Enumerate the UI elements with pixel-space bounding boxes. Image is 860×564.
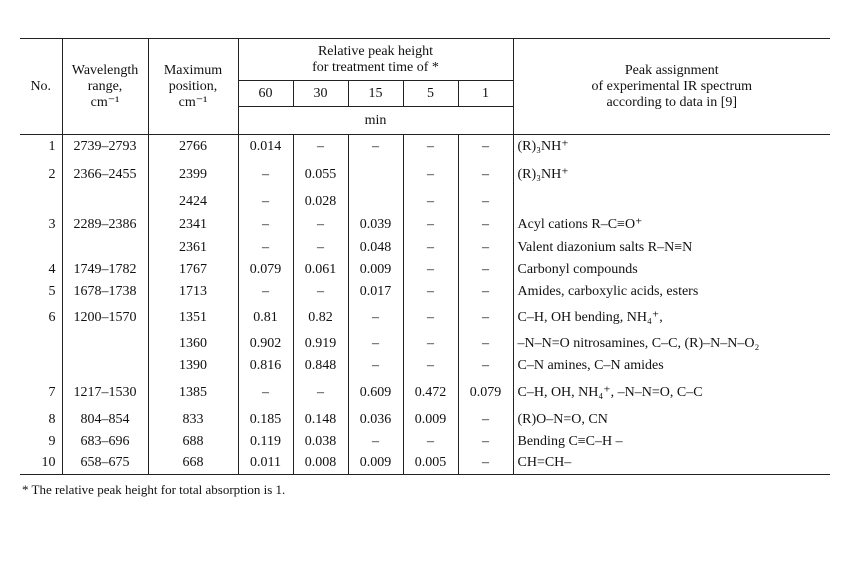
row-maximum-position: 1351 bbox=[148, 303, 238, 333]
row-value-15: 0.609 bbox=[348, 377, 403, 409]
row-value-1: – bbox=[458, 191, 513, 213]
row-maximum-position: 2766 bbox=[148, 135, 238, 159]
header-time-5: 5 bbox=[403, 81, 458, 107]
row-peak-assignment: Amides, carboxylic acids, esters bbox=[517, 283, 699, 299]
row-value-15: – bbox=[348, 303, 403, 333]
row-wavelength-range: 658–675 bbox=[62, 453, 148, 475]
row-peak-assignment: Bending C≡C–H – bbox=[517, 433, 623, 449]
row-value-5: – bbox=[403, 135, 458, 159]
table-row bbox=[20, 355, 830, 377]
row-value-30: 0.148 bbox=[293, 409, 348, 431]
row-value-30: – bbox=[293, 213, 348, 237]
row-value-1: – bbox=[458, 213, 513, 237]
row-maximum-position: 668 bbox=[148, 453, 238, 475]
header-time-1: 1 bbox=[458, 81, 513, 107]
table-row bbox=[20, 259, 830, 281]
table-header bbox=[20, 39, 830, 135]
row-wavelength-range: 1200–1570 bbox=[62, 303, 148, 333]
row-value-5: – bbox=[403, 191, 458, 213]
ir-peak-table bbox=[20, 38, 830, 475]
row-maximum-position: 1713 bbox=[148, 281, 238, 303]
row-peak-assignment: (R)₃NH⁺ bbox=[517, 138, 569, 154]
row-maximum-position: 688 bbox=[148, 431, 238, 453]
header-time-30: 30 bbox=[293, 81, 348, 107]
row-value-15: 0.039 bbox=[348, 213, 403, 237]
row-wavelength-range: 1217–1530 bbox=[62, 377, 148, 409]
row-value-15: 0.036 bbox=[348, 409, 403, 431]
row-value-60: 0.011 bbox=[238, 453, 293, 475]
row-value-30: 0.038 bbox=[293, 431, 348, 453]
row-number: 1 bbox=[20, 135, 62, 159]
table-row bbox=[20, 281, 830, 303]
row-value-60: 0.816 bbox=[238, 355, 293, 377]
row-value-1: – bbox=[458, 303, 513, 333]
header-time-60: 60 bbox=[238, 81, 293, 107]
table-row bbox=[20, 237, 830, 259]
row-value-15: 0.009 bbox=[348, 259, 403, 281]
row-value-5: – bbox=[403, 355, 458, 377]
table-body bbox=[20, 135, 830, 475]
row-wavelength-range: 683–696 bbox=[62, 431, 148, 453]
row-value-5: 0.472 bbox=[403, 377, 458, 409]
row-value-1: – bbox=[458, 281, 513, 303]
row-value-5: – bbox=[403, 431, 458, 453]
row-wavelength-range: 2289–2386 bbox=[62, 213, 148, 237]
row-value-1: – bbox=[458, 159, 513, 191]
row-peak-assignment: –N–N=O nitrosamines, C–C, (R)–N–N–O₂ bbox=[517, 335, 760, 351]
row-number: 4 bbox=[20, 259, 62, 281]
row-maximum-position: 1385 bbox=[148, 377, 238, 409]
row-value-30: 0.028 bbox=[293, 191, 348, 213]
row-value-5: – bbox=[403, 303, 458, 333]
row-value-5: – bbox=[403, 259, 458, 281]
table-row bbox=[20, 431, 830, 453]
table-row bbox=[20, 303, 830, 333]
table-row bbox=[20, 191, 830, 213]
row-value-1: – bbox=[458, 237, 513, 259]
row-peak-assignment: Acyl cations R–C≡O⁺ bbox=[517, 216, 643, 232]
row-value-30: 0.919 bbox=[293, 333, 348, 355]
row-value-5: – bbox=[403, 333, 458, 355]
row-value-1: – bbox=[458, 355, 513, 377]
row-value-30: – bbox=[293, 281, 348, 303]
row-value-30: – bbox=[293, 237, 348, 259]
row-value-1: – bbox=[458, 453, 513, 475]
row-value-1: – bbox=[458, 431, 513, 453]
row-value-60: 0.079 bbox=[238, 259, 293, 281]
row-peak-assignment: Valent diazonium salts R–N≡N bbox=[517, 239, 693, 255]
row-value-5: – bbox=[403, 237, 458, 259]
row-peak-assignment: (R)₃NH⁺ bbox=[517, 166, 569, 182]
row-value-1: – bbox=[458, 333, 513, 355]
row-value-60: 0.902 bbox=[238, 333, 293, 355]
row-value-30: 0.061 bbox=[293, 259, 348, 281]
row-value-15: – bbox=[348, 135, 403, 159]
row-wavelength-range bbox=[62, 355, 148, 377]
row-value-30: – bbox=[293, 135, 348, 159]
row-value-5: – bbox=[403, 281, 458, 303]
row-maximum-position: 833 bbox=[148, 409, 238, 431]
row-value-5: 0.009 bbox=[403, 409, 458, 431]
table-row bbox=[20, 453, 830, 475]
row-value-60: – bbox=[238, 377, 293, 409]
row-value-1: 0.079 bbox=[458, 377, 513, 409]
header-maximum-position: Maximum position, cm⁻¹ bbox=[148, 39, 238, 135]
row-value-5: – bbox=[403, 213, 458, 237]
table-row bbox=[20, 333, 830, 355]
row-value-15 bbox=[348, 191, 403, 213]
row-peak-assignment: Carbonyl compounds bbox=[517, 261, 638, 277]
row-number: 6 bbox=[20, 303, 62, 333]
row-value-60: 0.81 bbox=[238, 303, 293, 333]
row-peak-assignment: C–N amines, C–N amides bbox=[517, 357, 664, 373]
row-value-1: – bbox=[458, 409, 513, 431]
row-number bbox=[20, 333, 62, 355]
row-peak-assignment bbox=[513, 191, 830, 213]
row-number: 10 bbox=[20, 453, 62, 475]
row-value-15: – bbox=[348, 333, 403, 355]
row-value-5: 0.005 bbox=[403, 453, 458, 475]
header-time-unit: min bbox=[238, 107, 513, 135]
table-row bbox=[20, 213, 830, 237]
row-value-60: – bbox=[238, 281, 293, 303]
header-time-15: 15 bbox=[348, 81, 403, 107]
row-value-1: – bbox=[458, 135, 513, 159]
row-number bbox=[20, 191, 62, 213]
row-value-60: – bbox=[238, 159, 293, 191]
row-value-60: – bbox=[238, 237, 293, 259]
row-value-60: 0.119 bbox=[238, 431, 293, 453]
row-number bbox=[20, 355, 62, 377]
row-value-30: – bbox=[293, 377, 348, 409]
row-wavelength-range: 804–854 bbox=[62, 409, 148, 431]
row-value-30: 0.008 bbox=[293, 453, 348, 475]
row-peak-assignment: C–H, OH, NH₄⁺, –N–N=O, C–C bbox=[517, 384, 703, 400]
row-peak-assignment: CH=CH– bbox=[513, 453, 830, 475]
row-wavelength-range: 2739–2793 bbox=[62, 135, 148, 159]
row-maximum-position: 1360 bbox=[148, 333, 238, 355]
row-value-15: 0.017 bbox=[348, 281, 403, 303]
row-maximum-position: 2424 bbox=[148, 191, 238, 213]
row-value-60: 0.185 bbox=[238, 409, 293, 431]
row-value-15: – bbox=[348, 431, 403, 453]
row-number bbox=[20, 237, 62, 259]
row-value-15: – bbox=[348, 355, 403, 377]
table-footnote: * The relative peak height for total absorption is 1. bbox=[22, 482, 286, 497]
row-maximum-position: 2341 bbox=[148, 213, 238, 237]
row-number: 5 bbox=[20, 281, 62, 303]
row-maximum-position: 2361 bbox=[148, 237, 238, 259]
header-no: No. bbox=[20, 39, 62, 135]
row-maximum-position: 1767 bbox=[148, 259, 238, 281]
row-maximum-position: 2399 bbox=[148, 159, 238, 191]
row-value-30: 0.82 bbox=[293, 303, 348, 333]
row-number: 9 bbox=[20, 431, 62, 453]
row-value-30: 0.848 bbox=[293, 355, 348, 377]
row-value-60: – bbox=[238, 191, 293, 213]
row-wavelength-range bbox=[62, 237, 148, 259]
row-value-60: 0.014 bbox=[238, 135, 293, 159]
row-number: 8 bbox=[20, 409, 62, 431]
row-wavelength-range bbox=[62, 191, 148, 213]
row-value-1: – bbox=[458, 259, 513, 281]
table-row bbox=[20, 135, 830, 159]
row-value-15: 0.048 bbox=[348, 237, 403, 259]
row-wavelength-range: 1678–1738 bbox=[62, 281, 148, 303]
header-wavelength-range: Wavelength range, cm⁻¹ bbox=[62, 39, 148, 135]
row-peak-assignment: C–H, OH bending, NH₄⁺, bbox=[517, 309, 663, 325]
row-wavelength-range bbox=[62, 333, 148, 355]
table-row bbox=[20, 409, 830, 431]
row-maximum-position: 1390 bbox=[148, 355, 238, 377]
row-wavelength-range: 2366–2455 bbox=[62, 159, 148, 191]
row-number: 3 bbox=[20, 213, 62, 237]
row-number: 7 bbox=[20, 377, 62, 409]
row-value-15: 0.009 bbox=[348, 453, 403, 475]
row-number: 2 bbox=[20, 159, 62, 191]
table-row bbox=[20, 159, 830, 191]
row-value-60: – bbox=[238, 213, 293, 237]
row-value-15 bbox=[348, 159, 403, 191]
row-value-30: 0.055 bbox=[293, 159, 348, 191]
row-value-5: – bbox=[403, 159, 458, 191]
header-relative-peak-height: Relative peak height for treatment time of * bbox=[238, 39, 513, 81]
row-wavelength-range: 1749–1782 bbox=[62, 259, 148, 281]
header-peak-assignment: Peak assignment of experimental IR spectrum according to data in [9] bbox=[513, 39, 830, 135]
row-peak-assignment: (R)O–N=O, CN bbox=[517, 411, 608, 427]
table-row bbox=[20, 377, 830, 409]
